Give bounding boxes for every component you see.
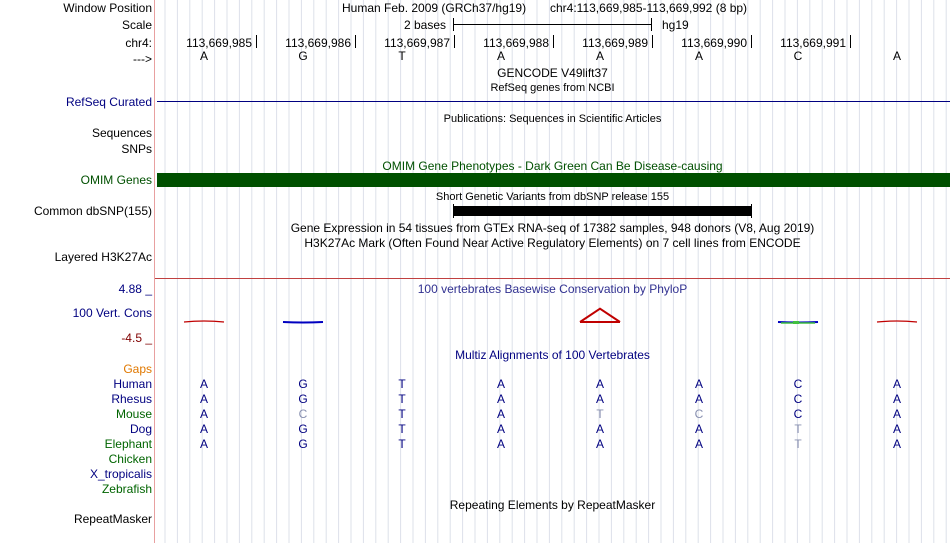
alignment-base: A	[199, 437, 208, 451]
species-label[interactable]: Human	[113, 377, 152, 391]
alignment-base: C	[793, 392, 803, 406]
species-label[interactable]: X_tropicalis	[89, 467, 152, 481]
coordinate-label: 113,669,985	[186, 36, 252, 50]
alignment-base: A	[595, 377, 604, 391]
reference-base: A	[892, 49, 901, 63]
alignment-base: A	[595, 437, 604, 451]
alignment-base: A	[496, 377, 505, 391]
alignment-base: A	[595, 392, 604, 406]
coordinate-label: 113,669,987	[384, 36, 450, 50]
alignment-base: A	[199, 392, 208, 406]
scale-bar-left-tick	[453, 18, 454, 31]
window-position-label: Window Position	[63, 1, 152, 15]
alignment-base: C	[298, 407, 308, 421]
alignment-base: A	[694, 437, 703, 451]
cons-max-label: 4.88 _	[118, 282, 152, 296]
phylop-mark	[877, 321, 917, 322]
scale-bar-right-tick	[651, 18, 652, 31]
phylop-plot[interactable]	[155, 300, 950, 340]
dbsnp-feature-bar[interactable]	[453, 206, 751, 216]
refseq-track-label[interactable]: RefSeq Curated	[65, 95, 152, 109]
phylop-mark	[184, 321, 224, 322]
snps-track-label[interactable]: SNPs	[121, 142, 152, 156]
species-label[interactable]: Dog	[129, 422, 152, 436]
dbsnp-feature-right-edge	[751, 204, 752, 218]
coordinate-label: 113,669,991	[780, 36, 846, 50]
species-label[interactable]: Elephant	[104, 437, 152, 451]
alignment-base: C	[694, 407, 704, 421]
coordinate-label: 113,669,990	[681, 36, 747, 50]
coordinate-tick	[454, 35, 455, 48]
alignment-base: T	[398, 377, 406, 391]
alignment-base: A	[892, 392, 901, 406]
alignment-base: G	[298, 392, 308, 406]
species-label[interactable]: Chicken	[108, 452, 152, 466]
omim-title[interactable]: OMIM Gene Phenotypes - Dark Green Can Be Disease-causing	[382, 159, 723, 173]
alignment-base: A	[496, 437, 505, 451]
h3k27ac-title[interactable]: H3K27Ac Mark (Often Found Near Active Regulatory Elements) on 7 cell lines from ENCODE	[304, 236, 801, 250]
refseq-line	[157, 101, 950, 102]
position-readout: chr4:113,669,985-113,669,992 (8 bp)	[550, 1, 748, 15]
alignment-base: T	[398, 422, 406, 436]
alignment-base: T	[596, 407, 604, 421]
phylop-mark-green-peak	[793, 321, 799, 324]
gencode-title[interactable]: GENCODE V49lift37	[497, 66, 608, 80]
coordinate-tick	[355, 35, 356, 48]
coordinate-tick	[553, 35, 554, 48]
alignment-base: A	[496, 392, 505, 406]
alignment-base: A	[199, 422, 208, 436]
alignment-base: A	[694, 422, 703, 436]
alignment-base: A	[496, 407, 505, 421]
repeatmasker-track-label[interactable]: RepeatMasker	[73, 512, 152, 526]
coordinate-label: 113,669,988	[483, 36, 549, 50]
scale-bar	[453, 24, 651, 25]
repeatmasker-title[interactable]: Repeating Elements by RepeatMasker	[449, 498, 656, 512]
phylop-mark	[580, 309, 620, 322]
reference-base: A	[496, 49, 505, 63]
alignment-base: A	[694, 392, 703, 406]
gaps-track-label[interactable]: Gaps	[123, 362, 152, 376]
alignment-base: C	[793, 407, 803, 421]
common-dbsnp-track-label[interactable]: Common dbSNP(155)	[33, 204, 152, 218]
alignment-base: A	[892, 407, 901, 421]
alignment-base: A	[892, 377, 901, 391]
alignment-base: A	[892, 422, 901, 436]
scale-db: hg19	[662, 18, 689, 32]
reference-base: A	[199, 49, 208, 63]
alignment-base: A	[694, 377, 703, 391]
coordinate-tick	[751, 35, 752, 48]
alignment-base: T	[398, 392, 406, 406]
reference-base: A	[595, 49, 604, 63]
dbsnp-feature-left-edge	[453, 204, 454, 218]
cons-track-label[interactable]: 100 Vert. Cons	[72, 306, 152, 320]
species-label[interactable]: Mouse	[115, 407, 152, 421]
omim-feature-bar[interactable]	[157, 173, 950, 187]
multiz-title[interactable]: Multiz Alignments of 100 Vertebrates	[455, 348, 650, 362]
alignment-base: A	[199, 377, 208, 391]
omim-track-label[interactable]: OMIM Genes	[80, 173, 152, 187]
chrom-label: chr4:	[125, 36, 152, 50]
phylop-title[interactable]: 100 vertebrates Basewise Conservation by PhyloP	[417, 282, 688, 296]
alignment-base: T	[794, 437, 802, 451]
species-label[interactable]: Rhesus	[111, 392, 152, 406]
reference-base: G	[298, 49, 308, 63]
dbsnp-title[interactable]: Short Genetic Variants from dbSNP release 155	[435, 191, 670, 203]
coordinate-tick	[652, 35, 653, 48]
scale-text: 2 bases	[404, 18, 447, 32]
reference-base: A	[694, 49, 703, 63]
sequences-track-label[interactable]: Sequences	[91, 126, 152, 140]
cons-min-label: -4.5 _	[121, 331, 152, 345]
alignment-base: T	[794, 422, 802, 436]
strand-label: --->	[133, 52, 152, 66]
alignment-base: A	[892, 437, 901, 451]
alignment-base: C	[793, 377, 803, 391]
h3k27ac-track-label[interactable]: Layered H3K27Ac	[54, 250, 152, 264]
reference-base: T	[398, 49, 406, 63]
alignment-base: A	[496, 422, 505, 436]
coordinate-label: 113,669,989	[582, 36, 648, 50]
scale-label: Scale	[121, 18, 152, 32]
assembly-title: Human Feb. 2009 (GRCh37/hg19)	[342, 1, 527, 15]
refseq-subtitle: RefSeq genes from NCBI	[490, 82, 615, 94]
species-label[interactable]: Zebrafish	[101, 482, 152, 496]
alignment-base: G	[298, 377, 308, 391]
gtex-title[interactable]: Gene Expression in 54 tissues from GTEx RNA-seq of 17382 samples, 948 donors (V8, Aug 2019)	[290, 221, 815, 235]
phylop-mark	[283, 322, 323, 323]
alignment-base: A	[595, 422, 604, 436]
track-divider	[155, 278, 950, 279]
reference-base: C	[793, 49, 803, 63]
alignment-base: G	[298, 437, 308, 451]
alignment-base: T	[398, 407, 406, 421]
publications-title[interactable]: Publications: Sequences in Scientific Articles	[443, 113, 662, 125]
coordinate-label: 113,669,986	[285, 36, 351, 50]
coordinate-tick	[850, 35, 851, 48]
alignment-base: A	[199, 407, 208, 421]
coordinate-tick	[256, 35, 257, 48]
alignment-base: G	[298, 422, 308, 436]
alignment-base: T	[398, 437, 406, 451]
